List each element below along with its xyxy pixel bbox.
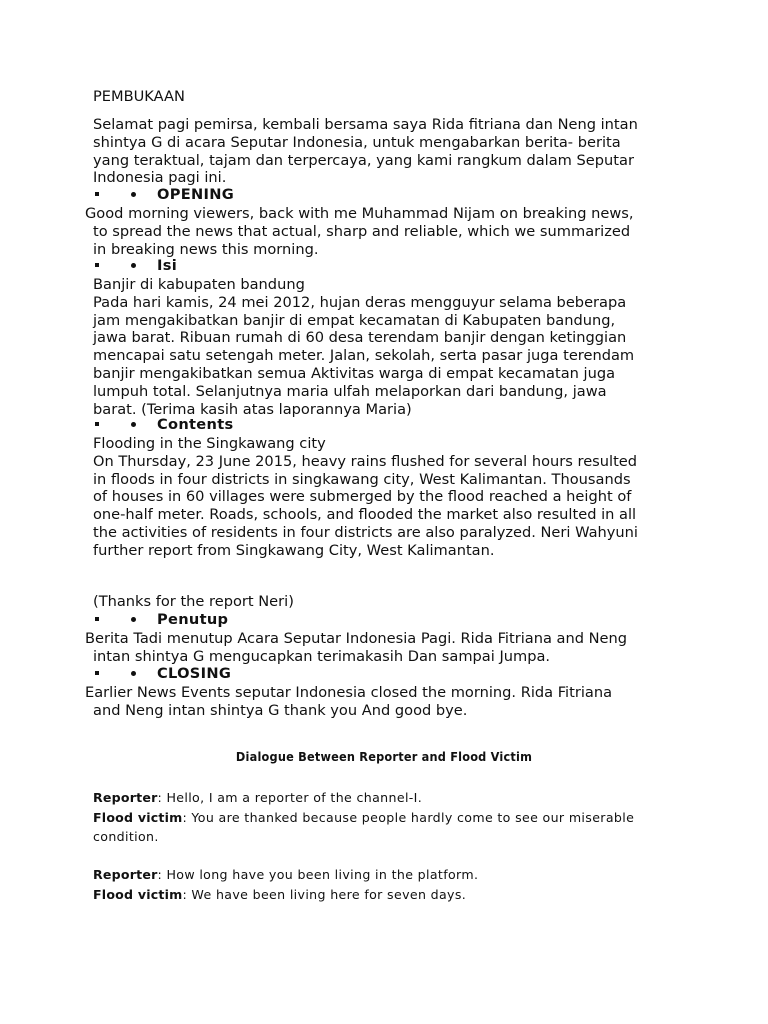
round-bullet-icon bbox=[131, 671, 136, 676]
opening-heading: OPENING bbox=[157, 186, 235, 203]
round-bullet-icon bbox=[131, 422, 136, 427]
isi-text: Banjir di kabupaten bandung Pada hari kamis, 24 mei 2012, hujan deras mengguyur selama beberapa jam mengakibatkan banjir di empat kecamatan di Kabupaten bandung, jawa barat. Ribuan rumah di 60 desa terendam banjir dengan ketinggian mencapai satu setengah meter. Jalan, sekolah, serta pasar juga terendam banjir mengakibatkan semua Aktivitas warga di empat kecamatan juga lumpuh total. Selanjutnya maria ulfah melaporkan dari bandung, jawa barat. (Terima kasih atas laporannya Maria) bbox=[93, 276, 635, 418]
opening-text: Good morning viewers, back with me Muhammad Nijam on breaking news, to spread the news that actual, sharp and reliable, which we summarized in breaking news this morning. bbox=[85, 205, 634, 258]
dialogue-title: Dialogue Between Reporter and Flood Victim bbox=[235, 749, 533, 764]
penutup-text: Berita Tadi menutup Acara Seputar Indonesia Pagi. Rida Fitriana and Neng intan shintya G mengucapkan terimakasih Dan sampai Jumpa. bbox=[85, 630, 628, 665]
opening-bullet bbox=[95, 186, 234, 204]
contents-text: Flooding in the Singkawang city On Thursday, 23 June 2015, heavy rains flushed for several hours resulted in floods in four districts in singkawang city, West Kalimantan. Thousands of houses in 60 villages were submerged by the flood reached a height of one-half meter. Roads, schools, and flooded the market also resulted in all the activities of residents in four districts are also paralyzed. Neri Wahyuni further report from Singkawang City, West Kalimantan. bbox=[93, 435, 638, 559]
dialogue-text: : You are thanked because people hardly come to see our miserable condition. bbox=[93, 810, 635, 844]
dialogue-line bbox=[93, 808, 683, 846]
round-bullet-icon bbox=[131, 617, 136, 622]
speaker-name: Reporter bbox=[93, 867, 158, 882]
closing-bullet bbox=[95, 665, 231, 683]
dialogue-line bbox=[93, 865, 683, 884]
dialogue-text: : We have been living here for seven days. bbox=[182, 887, 467, 902]
penutup-bullet bbox=[95, 611, 228, 629]
square-bullet-icon bbox=[95, 422, 99, 426]
penutup-heading: Penutup bbox=[157, 611, 229, 628]
contents-thanks: (Thanks for the report Neri) bbox=[93, 593, 294, 610]
square-bullet-icon bbox=[95, 263, 99, 267]
speaker-name: Flood victim bbox=[93, 887, 183, 902]
dialogue-line bbox=[93, 788, 683, 807]
contents-bullet bbox=[95, 416, 233, 434]
round-bullet-icon bbox=[131, 192, 136, 197]
speaker-name: Reporter bbox=[93, 790, 158, 805]
closing-heading: CLOSING bbox=[157, 665, 232, 682]
pembukaan-heading: PEMBUKAAN bbox=[93, 88, 185, 105]
contents-heading: Contents bbox=[157, 416, 234, 433]
isi-heading: Isi bbox=[157, 257, 178, 274]
speaker-name: Flood victim bbox=[93, 810, 183, 825]
closing-text: Earlier News Events seputar Indonesia closed the morning. Rida Fitriana and Neng intan shintya G thank you And good bye. bbox=[85, 684, 613, 719]
square-bullet-icon bbox=[95, 617, 99, 621]
pembukaan-text: Selamat pagi pemirsa, kembali bersama saya Rida fitriana dan Neng intan shintya G di acara Seputar Indonesia, untuk mengabarkan berita- berita yang teraktual, tajam dan terpercaya, yang kami rangkum dalam Seputar Indonesia pagi ini. bbox=[93, 116, 638, 187]
round-bullet-icon bbox=[131, 263, 136, 268]
dialogue-line bbox=[93, 885, 683, 904]
square-bullet-icon bbox=[95, 671, 99, 675]
isi-bullet bbox=[95, 257, 177, 275]
dialogue-text: : How long have you been living in the platform. bbox=[157, 867, 479, 882]
dialogue-text: : Hello, I am a reporter of the channel-I. bbox=[157, 790, 423, 805]
square-bullet-icon bbox=[95, 192, 99, 196]
